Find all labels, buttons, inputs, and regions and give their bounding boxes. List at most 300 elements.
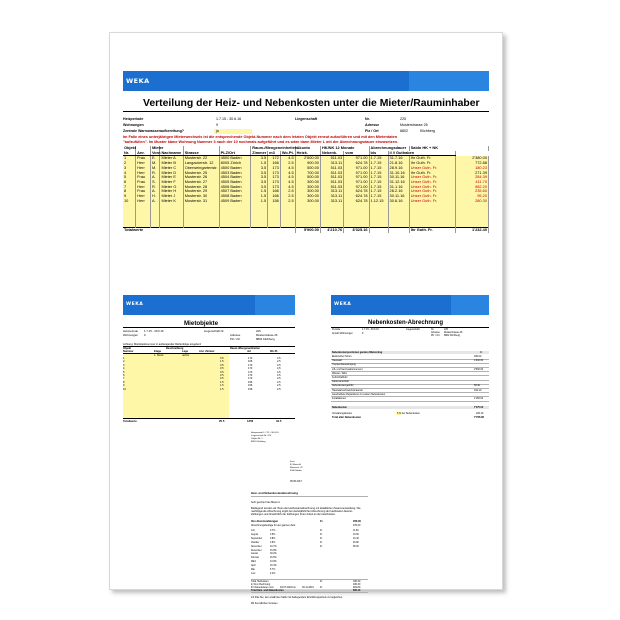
pl-row-m3[interactable]: 172 (248, 357, 253, 360)
pr-item-value[interactable]: 1'600.00 (474, 359, 484, 363)
table-cell[interactable]: 4505 Baden (219, 180, 251, 185)
letter-sum2-val: 180.30 (353, 582, 361, 586)
table-cell[interactable]: 624.78 (344, 189, 369, 194)
pl-row-zimmer[interactable]: 1.5 (220, 384, 224, 388)
table-cell: Ihr Guth. Fr. (409, 171, 455, 176)
month-label: September (251, 537, 263, 540)
pr-subtotal-value: 7'475.00 (474, 406, 484, 409)
table-cell[interactable]: H. (150, 194, 160, 199)
table-cell[interactable]: 156 (268, 199, 281, 204)
table-cell[interactable]: R. (150, 171, 160, 176)
pl-adr-value: Musterstrasse 26 (256, 333, 278, 337)
table-cell[interactable]: 172 (268, 156, 281, 161)
table-cell: Unser Guth. Fr. (409, 189, 455, 194)
pr-item-label: Lift- und Serviceabonnement (332, 367, 363, 371)
table-cell[interactable]: 4507 Baden (219, 189, 251, 194)
pl-total-label: Totalwerte (123, 418, 137, 423)
pl-row-wopt[interactable]: 4.5 (277, 357, 281, 360)
letter-addr-line: E. Mieter A (290, 464, 301, 466)
table-cell[interactable]: 2'600.00 (295, 156, 320, 161)
pl-row-zimmer[interactable]: 1.5 (220, 387, 224, 391)
table-cell[interactable]: 300.00 (295, 199, 320, 204)
table-cell[interactable]: Musterstr. 31 (183, 199, 219, 204)
month-label: Mai (251, 569, 255, 571)
pl-col-anz: Anz. Zimmer (199, 349, 215, 353)
table-cell[interactable]: 1.5 (251, 161, 268, 166)
table-cell[interactable]: 4.5 (280, 185, 295, 190)
pl-row-num: 5 (123, 370, 125, 374)
table-cell[interactable]: 4.5 (280, 171, 295, 176)
month-label: Januar (251, 553, 259, 556)
pr-plz-value: 8802 Kilchberg (444, 334, 460, 337)
pl-row-m3[interactable]: 173 (248, 377, 253, 381)
table-cell[interactable]: 971.00 (344, 180, 369, 185)
table-cell[interactable]: 3.5 (251, 171, 268, 176)
table-cell[interactable]: 173 (268, 171, 281, 176)
table-cell[interactable]: 4500 Baden (219, 166, 251, 171)
table-cell[interactable]: 2.5 (280, 161, 295, 166)
table-cell[interactable]: 4500 Baden (219, 156, 251, 161)
table-cell[interactable]: 971.00 (344, 175, 369, 180)
weka-logo: WEKA (126, 77, 150, 85)
table-cell[interactable]: 511.03 (320, 180, 343, 185)
table-cell[interactable]: Mieter F (160, 180, 183, 185)
pl-plz-value: 8802 Kilchberg (256, 337, 275, 341)
table-cell[interactable]: Musterstr. 30 (183, 194, 219, 199)
table-cell[interactable]: 313.11 (320, 161, 343, 166)
table-cell[interactable]: Herr (136, 161, 151, 166)
table-cell: 31.12.16 (388, 180, 409, 185)
table-cell[interactable]: Mieter E (160, 175, 183, 180)
mietobjekte-title: Mietobjekte (184, 320, 219, 327)
table-cell[interactable]: 624.78 (344, 194, 369, 199)
table-cell[interactable]: Musterstr. 28 (183, 185, 219, 190)
table-cell: 235.60 (456, 189, 489, 194)
label-plzort: Plz / Ort (365, 129, 379, 133)
table-cell[interactable]: 4 (123, 171, 136, 176)
table-cell[interactable]: Mieter H (160, 189, 183, 194)
letter-sum3-to: 30.11.2016 (302, 585, 314, 589)
table-cell[interactable]: 10 (123, 199, 136, 204)
table-cell[interactable]: E. (150, 156, 160, 161)
th2-7: m3 (268, 151, 281, 156)
table-cell: 1.7.15 (369, 166, 388, 171)
pl-row-wopt[interactable]: 4.5 (277, 367, 281, 371)
table-cell[interactable]: 700.00 (295, 171, 320, 176)
table-cell[interactable]: 8005 Zürich (219, 161, 251, 166)
value-wohnungen: 9 (216, 123, 218, 127)
table-cell: Unser Guth. Fr. (409, 199, 455, 204)
pl-row-zimmer[interactable]: 3.5 (220, 370, 224, 374)
table-cell[interactable]: R. (150, 185, 160, 190)
table-cell[interactable]: Herr (136, 199, 151, 204)
letter-block-head-val: 260.00 (353, 520, 361, 523)
table-cell[interactable]: 300.00 (295, 189, 320, 194)
table-cell: Ihr Guth. Fr. (409, 156, 455, 161)
month-label: Dezember (251, 549, 262, 552)
pr-nr-value: 225 (444, 328, 448, 331)
pl-wohn-value: 9 (144, 333, 146, 337)
table-cell[interactable]: 4506 Baden (219, 185, 251, 190)
table-cell: 1.7.15 (369, 180, 388, 185)
pl-row-wopt[interactable]: 2.5 (277, 360, 281, 364)
pl-row-zimmer[interactable]: 3.5 (220, 357, 224, 360)
pr-adr-value: Musterstrasse 26 (444, 331, 463, 334)
table-cell[interactable]: 4.5 (280, 175, 295, 180)
table-cell[interactable]: 500.00 (295, 175, 320, 180)
table-cell[interactable]: A. (150, 175, 160, 180)
table-cell: 2'380.00 (456, 156, 489, 161)
total-saldo: 1'232.40 (456, 227, 489, 232)
table-cell[interactable]: 4509 Baden (219, 199, 251, 204)
month-pct: 13.9% (270, 561, 277, 564)
table-cell[interactable]: 511.03 (320, 156, 343, 161)
th-objekt: Objekt (124, 145, 137, 150)
pl-lieg-value: 225 (256, 329, 261, 333)
pl-heiz-value: 1.7.15 - 30.6.16 (144, 329, 164, 333)
letter-intro: Beiliegend senden wir Ihnen die Heizkostenabrechnung mit detaillierter Zusammenstellung. Die nachfolgende Abrechnung ergibt bei vierteljährlicher Abrechnung der Heizkosten Akonto-Zahlungen und hinsichtlich der Zahlungen Ihren Anteil an den Heizkosten. (251, 507, 361, 517)
pl-row-m3[interactable]: 173 (248, 367, 253, 371)
table-cell[interactable]: Frau (136, 156, 151, 161)
pl-first-etage[interactable]: 1. Stock (154, 354, 164, 357)
month-amount: 11.80 (353, 530, 359, 532)
table-cell[interactable]: 624.78 (344, 199, 369, 204)
pl-row-wopt[interactable]: 2.5 (277, 384, 281, 388)
letter-sum1-label: Total Heizkosten (251, 579, 269, 583)
table-cell[interactable]: 6 (123, 180, 136, 185)
table-cell[interactable]: 971.00 (344, 166, 369, 171)
pr-wohn-value: 9 (362, 332, 364, 335)
distribution-table (123, 146, 489, 233)
pr-item-label: Nebenkostengebühr (332, 384, 354, 388)
pr-plz-label: Plz / Ort (431, 334, 440, 337)
pr-section-label: Nebenkostenpositionen gemäss Mietvertrag (332, 351, 383, 354)
month-pct: 10.7% (270, 545, 277, 548)
pl-row-zimmer[interactable]: 3.5 (220, 363, 224, 367)
pl-row-m3[interactable]: 166 (248, 380, 253, 384)
table-cell[interactable]: 971.00 (344, 156, 369, 161)
table-cell[interactable]: 511.03 (320, 166, 343, 171)
month-fr: Fr. (320, 533, 323, 536)
pr-item-label: Elektrischer Strom (332, 355, 352, 358)
table-cell[interactable]: 511.03 (320, 185, 343, 190)
table-cell[interactable]: 1.5 (251, 189, 268, 194)
pl-total-zimmer: 25.5 (219, 418, 225, 423)
th2-5: PLZ/Ort (219, 151, 251, 156)
table-cell: 95.20 (456, 194, 489, 199)
pl-total-m3: 1356 (247, 418, 254, 423)
label-wohnungen: Wohnungen (123, 123, 144, 127)
month-pct: 15.5% (270, 557, 277, 560)
month-fr: Fr. (320, 541, 323, 544)
warning-line-2: "aufzufüllen". Im Muster käme Wohnung Nummer 3 nach der 10 nochmals aufgeführt und es wäre dann Mieter L mit der Abrechnungsdauer einzusetzen. (123, 140, 399, 144)
pl-note: Achtung: Mietobjektnummer in aufsteigender Reihenfolge eingeben! (123, 342, 202, 346)
pl-row-m3[interactable]: 166 (248, 360, 253, 364)
table-cell: 1.7.15 (369, 194, 388, 199)
table-cell: 30.11.16 (388, 194, 409, 199)
pr-item-value[interactable]: 1'150.00 (474, 397, 484, 400)
pl-row-num: 7 (123, 377, 125, 381)
table-cell[interactable]: 900.00 (295, 161, 320, 166)
table-cell[interactable]: 9 (123, 194, 136, 199)
table-cell[interactable]: 3.5 (251, 175, 268, 180)
table-cell: 28.9.16 (388, 166, 409, 171)
value-heizperiode: 1.7.15 - 30.6.16 (216, 117, 242, 121)
table-cell[interactable]: Mieter K (160, 199, 183, 204)
pr-adr-label: Adresse (431, 331, 440, 334)
table-cell[interactable]: 2.5 (280, 194, 295, 199)
table-cell[interactable]: 2.5 (280, 189, 295, 194)
table-cell[interactable]: Musterstr. 25 (183, 171, 219, 176)
table-cell[interactable]: 300.00 (295, 185, 320, 190)
table-cell[interactable]: 166 (268, 189, 281, 194)
pl-col-m3: m3 (247, 349, 251, 353)
table-cell[interactable]: 5 (123, 175, 136, 180)
pl-row-num: 9 (123, 384, 125, 388)
pr-item-label: Hauswartverbrauchsmaterial (332, 388, 363, 392)
pl-row-wopt[interactable]: 4.5 (277, 370, 281, 374)
table-cell[interactable]: 624.78 (344, 161, 369, 166)
pr-item-label: Hauswart (332, 359, 343, 363)
table-cell[interactable]: Frau (136, 180, 151, 185)
table-cell[interactable]: A. (150, 199, 160, 204)
letter-sum3-val: 484.80 (353, 585, 361, 589)
month-pct: 3.6% (270, 541, 276, 544)
total-label: Totalwerte (123, 227, 295, 232)
pr-item-value[interactable]: 58.90 (474, 384, 480, 388)
letter-addr-line: Frau (290, 461, 295, 463)
table-cell[interactable]: Herr (136, 185, 151, 190)
pr-item-value[interactable]: 180.00 (474, 355, 482, 358)
value-plz: 8802 (400, 129, 408, 133)
pl-col-etage: Etage (154, 349, 162, 353)
table-cell[interactable]: M. (150, 166, 160, 171)
table-cell[interactable]: Langackerstr. 12 (183, 161, 219, 166)
table-cell[interactable]: 4.5 (280, 156, 295, 161)
pl-row-zimmer[interactable]: 3.5 (220, 374, 224, 377)
table-cell: 411.70 (456, 180, 489, 185)
pl-row-m3[interactable]: 166 (248, 384, 253, 388)
table-cell: 30.11.16 (388, 175, 409, 180)
pl-first-lage[interactable]: rechts (182, 354, 190, 357)
warning-line-1: Im Falle eines unterjährigen Mieterwechsels ist die entsprechende Objekt-Nummer nach dem letzten Objekt erneut aufzuführen und mit den Mieterdaten (123, 135, 398, 139)
table-cell[interactable]: 4503 Baden (219, 171, 251, 176)
pl-heiz-label: Heizperiode (123, 329, 138, 333)
table-cell[interactable]: 971.00 (344, 185, 369, 190)
nebenkosten-banner (331, 295, 489, 315)
pl-row-m3[interactable]: 156 (248, 387, 253, 391)
pl-row-zimmer[interactable]: 3.5 (220, 377, 224, 381)
table-cell[interactable]: 1.5 (251, 199, 268, 204)
month-fr: Fr. (320, 537, 323, 540)
th-raumeinheiten: Raum-/Mengeneinheiten (252, 145, 298, 150)
table-cell: 280.30 (456, 199, 489, 204)
pl-row-m3[interactable]: 173 (248, 363, 253, 367)
page-title: Verteilung der Heiz- und Nebenkosten unter die Mieter/Rauminhaber (143, 98, 480, 109)
table-cell[interactable]: 3.5 (251, 166, 268, 171)
letter-ref-line: Objekt Nr. 1 (251, 438, 263, 440)
nebenkosten-title: Nebenkosten-Abrechnung (368, 320, 444, 326)
table-cell: 1.12.15 (369, 199, 388, 204)
th2-3: Nachname (160, 151, 183, 156)
pr-verw-label: Verwaltungskosten (332, 412, 353, 415)
table-cell[interactable]: 173 (268, 175, 281, 180)
letter-salutation: Sehr geehrte Frau Mieter A (251, 501, 280, 504)
letter-closing: Ich bitte Sie, den erwähnten Saldo mit beiliegendem Einzahlungsschein zu begleichen. (251, 596, 343, 599)
pl-row-num: 10 (123, 387, 126, 391)
pl-row-num: 3 (123, 363, 125, 367)
pl-row-wopt[interactable]: 4.5 (277, 363, 281, 367)
month-pct: 0.6% (270, 533, 276, 536)
month-amount: 16.40 (353, 537, 359, 540)
total-saldo-label: Ihr Guth. Fr. (409, 227, 455, 232)
pl-row-m3[interactable]: 173 (248, 370, 253, 374)
table-cell[interactable]: 2.5 (280, 199, 295, 204)
total-heizk: 4'210.76 (320, 227, 343, 232)
pl-row-zimmer[interactable]: 1.5 (220, 380, 224, 384)
pr-verw-pct[interactable]: 5 % der Nebenkosten (397, 412, 420, 415)
table-cell[interactable]: 173 (268, 180, 281, 185)
table-cell[interactable]: Frau (136, 175, 151, 180)
table-cell[interactable]: 300.00 (295, 194, 320, 199)
pr-total-value: 7'786.66 (474, 416, 484, 419)
table-cell[interactable]: 971.00 (344, 171, 369, 176)
table-cell: 1.7.15 (369, 189, 388, 194)
table-cell[interactable]: Mieter C (160, 166, 183, 171)
table-cell[interactable]: 166 (268, 161, 281, 166)
letter-addr-line: 4500 Baden (290, 470, 302, 472)
pr-item-label: Wasser / ARA (332, 371, 347, 375)
pl-adr-label: Adresse (230, 333, 241, 337)
table-cell[interactable]: Musterstr. 27 (183, 180, 219, 185)
table-cell[interactable]: 3.5 (251, 180, 268, 185)
table-cell[interactable]: Mieter B (160, 161, 183, 166)
table-cell[interactable]: Musterstr. 29 (183, 189, 219, 194)
table-cell[interactable]: 173 (268, 166, 281, 171)
table-cell[interactable]: 166 (268, 194, 281, 199)
th-saldo: Saldo HK + NK (409, 146, 488, 151)
value-zentrale[interactable]: ja (216, 129, 219, 133)
pl-row-zimmer[interactable]: 1.5 (220, 360, 224, 364)
table-cell: 1.7.15 (369, 156, 388, 161)
table-cell[interactable]: 313.11 (320, 199, 343, 204)
table-cell[interactable]: Mieter G (160, 185, 183, 190)
table-cell[interactable]: Herr (136, 171, 151, 176)
table-cell[interactable]: 1 (123, 156, 136, 161)
table-cell[interactable]: 3.5 (251, 185, 268, 190)
table-cell[interactable]: 511.03 (320, 175, 343, 180)
table-cell[interactable]: 8 (123, 189, 136, 194)
table-cell[interactable]: 511.03 (320, 171, 343, 176)
label-heizperiode: Heizperiode (123, 117, 144, 121)
table-cell[interactable]: A. (150, 189, 160, 194)
table-cell[interactable]: Mieter D (160, 171, 183, 176)
table-cell[interactable]: 1.5 (251, 194, 268, 199)
pl-row-m3[interactable]: 173 (248, 374, 253, 377)
pl-row-wopt[interactable]: 4.5 (277, 374, 281, 377)
table-cell[interactable]: Frau (136, 189, 151, 194)
pl-row-num: 4 (123, 367, 125, 371)
table-cell[interactable]: 313.11 (320, 194, 343, 199)
table-cell[interactable]: 7 (123, 185, 136, 190)
table-cell[interactable]: M. (150, 161, 160, 166)
pr-item-value[interactable]: 192.10 (474, 388, 482, 392)
table-cell: 30.6.16 (388, 199, 409, 204)
table-cell[interactable]: 2 (123, 161, 136, 166)
pl-row-wopt[interactable]: 2.5 (277, 380, 281, 384)
letter-sum4-label: Total Heiz- und Nebenkosten (251, 588, 284, 592)
month-fr: Fr. (320, 530, 323, 532)
pr-item-label: Kehrichtabfuhr (332, 376, 348, 379)
table-cell[interactable]: Oberweingartenstr. (184, 164, 218, 170)
th2-9: Heizk. (295, 151, 320, 156)
table-cell: Unser Guth. Fr. (409, 185, 455, 190)
table-cell: 1.7.15 (369, 171, 388, 176)
table-cell: 1.7.15 (369, 185, 388, 190)
letter-heading: Heiz- und Nebenkostenabrechnung (251, 491, 298, 495)
table-cell[interactable]: 4.5 (280, 180, 295, 185)
th-hknk: HK/NK 12 Monate (320, 146, 369, 151)
table-cell[interactable]: 173 (268, 185, 281, 190)
month-amount: 95.00 (353, 545, 359, 548)
table-cell[interactable]: 3.5 (251, 156, 268, 161)
table-cell: 1.7.15 (369, 161, 388, 166)
table-cell[interactable]: Mieter A (160, 156, 183, 161)
table-cell[interactable]: 3 (123, 166, 136, 171)
table-cell[interactable]: Herr (136, 166, 151, 171)
table-cell[interactable]: S. (150, 180, 160, 185)
pr-item-label: Treppenhausreinigung (332, 363, 356, 367)
letter-date: 05.05.2017 (290, 480, 302, 483)
month-pct: 10.4% (270, 565, 277, 568)
letter-sum3-fr: Fr. (320, 585, 323, 589)
table-cell[interactable]: Musterstr. 22 (183, 156, 219, 161)
letter-regards: Mit freundlichen Grüssen (251, 602, 278, 605)
th2-2: Vorn (151, 149, 161, 155)
weka-logo-small-2: WEKA (334, 302, 352, 307)
pl-col-wopt: Wo.Pt. (270, 349, 279, 353)
table-cell[interactable]: 313.11 (320, 189, 343, 194)
pl-total-wopt: 34.5 (276, 418, 282, 423)
pl-row-wopt[interactable]: 2.5 (277, 387, 281, 391)
pr-item-value[interactable]: 2'500.00 (474, 367, 484, 371)
table-cell: 582.20 (456, 185, 489, 190)
pl-row-num: 2 (123, 360, 125, 364)
th2-11: vom (344, 151, 369, 156)
letter-ref-line: Liegenschaft Nr. 225 (251, 435, 272, 437)
pl-col-nummer: Nummer (123, 349, 134, 353)
table-cell[interactable]: 500.00 (295, 166, 320, 171)
month-pct: 0.7% (270, 530, 276, 532)
letter-ref-line: Heizperiode 1.7.15 - 30.6.16 (251, 432, 279, 434)
table-cell[interactable]: 4.5 (280, 166, 295, 171)
pr-nr-label: Nr. (431, 328, 435, 331)
th2-10: Nebenk. (320, 151, 343, 156)
pl-row-wopt[interactable]: 4.5 (277, 377, 281, 381)
th-akonto: Akonto (295, 146, 320, 151)
table-cell[interactable]: 4508 Baden (219, 194, 251, 199)
table-cell[interactable]: Musterstr. 26 (183, 175, 219, 180)
letter-ref-line: 8802 Kilchberg (251, 441, 266, 443)
table-cell[interactable]: 300.00 (295, 180, 320, 185)
pr-item-label: Geschuldete Reparaturen zu Lasten Nebenkosten (332, 392, 386, 396)
letter-sum3-label: Ihr Nebenkosten vom (251, 585, 274, 589)
table-cell[interactable]: Mieter J (160, 194, 183, 199)
pl-lieg-label: Liegenschaft Nr. (204, 329, 225, 333)
table-cell[interactable]: Herr (136, 194, 151, 199)
table-cell[interactable]: 4504 Baden (219, 175, 251, 180)
pl-row-zimmer[interactable]: 3.5 (220, 367, 224, 371)
